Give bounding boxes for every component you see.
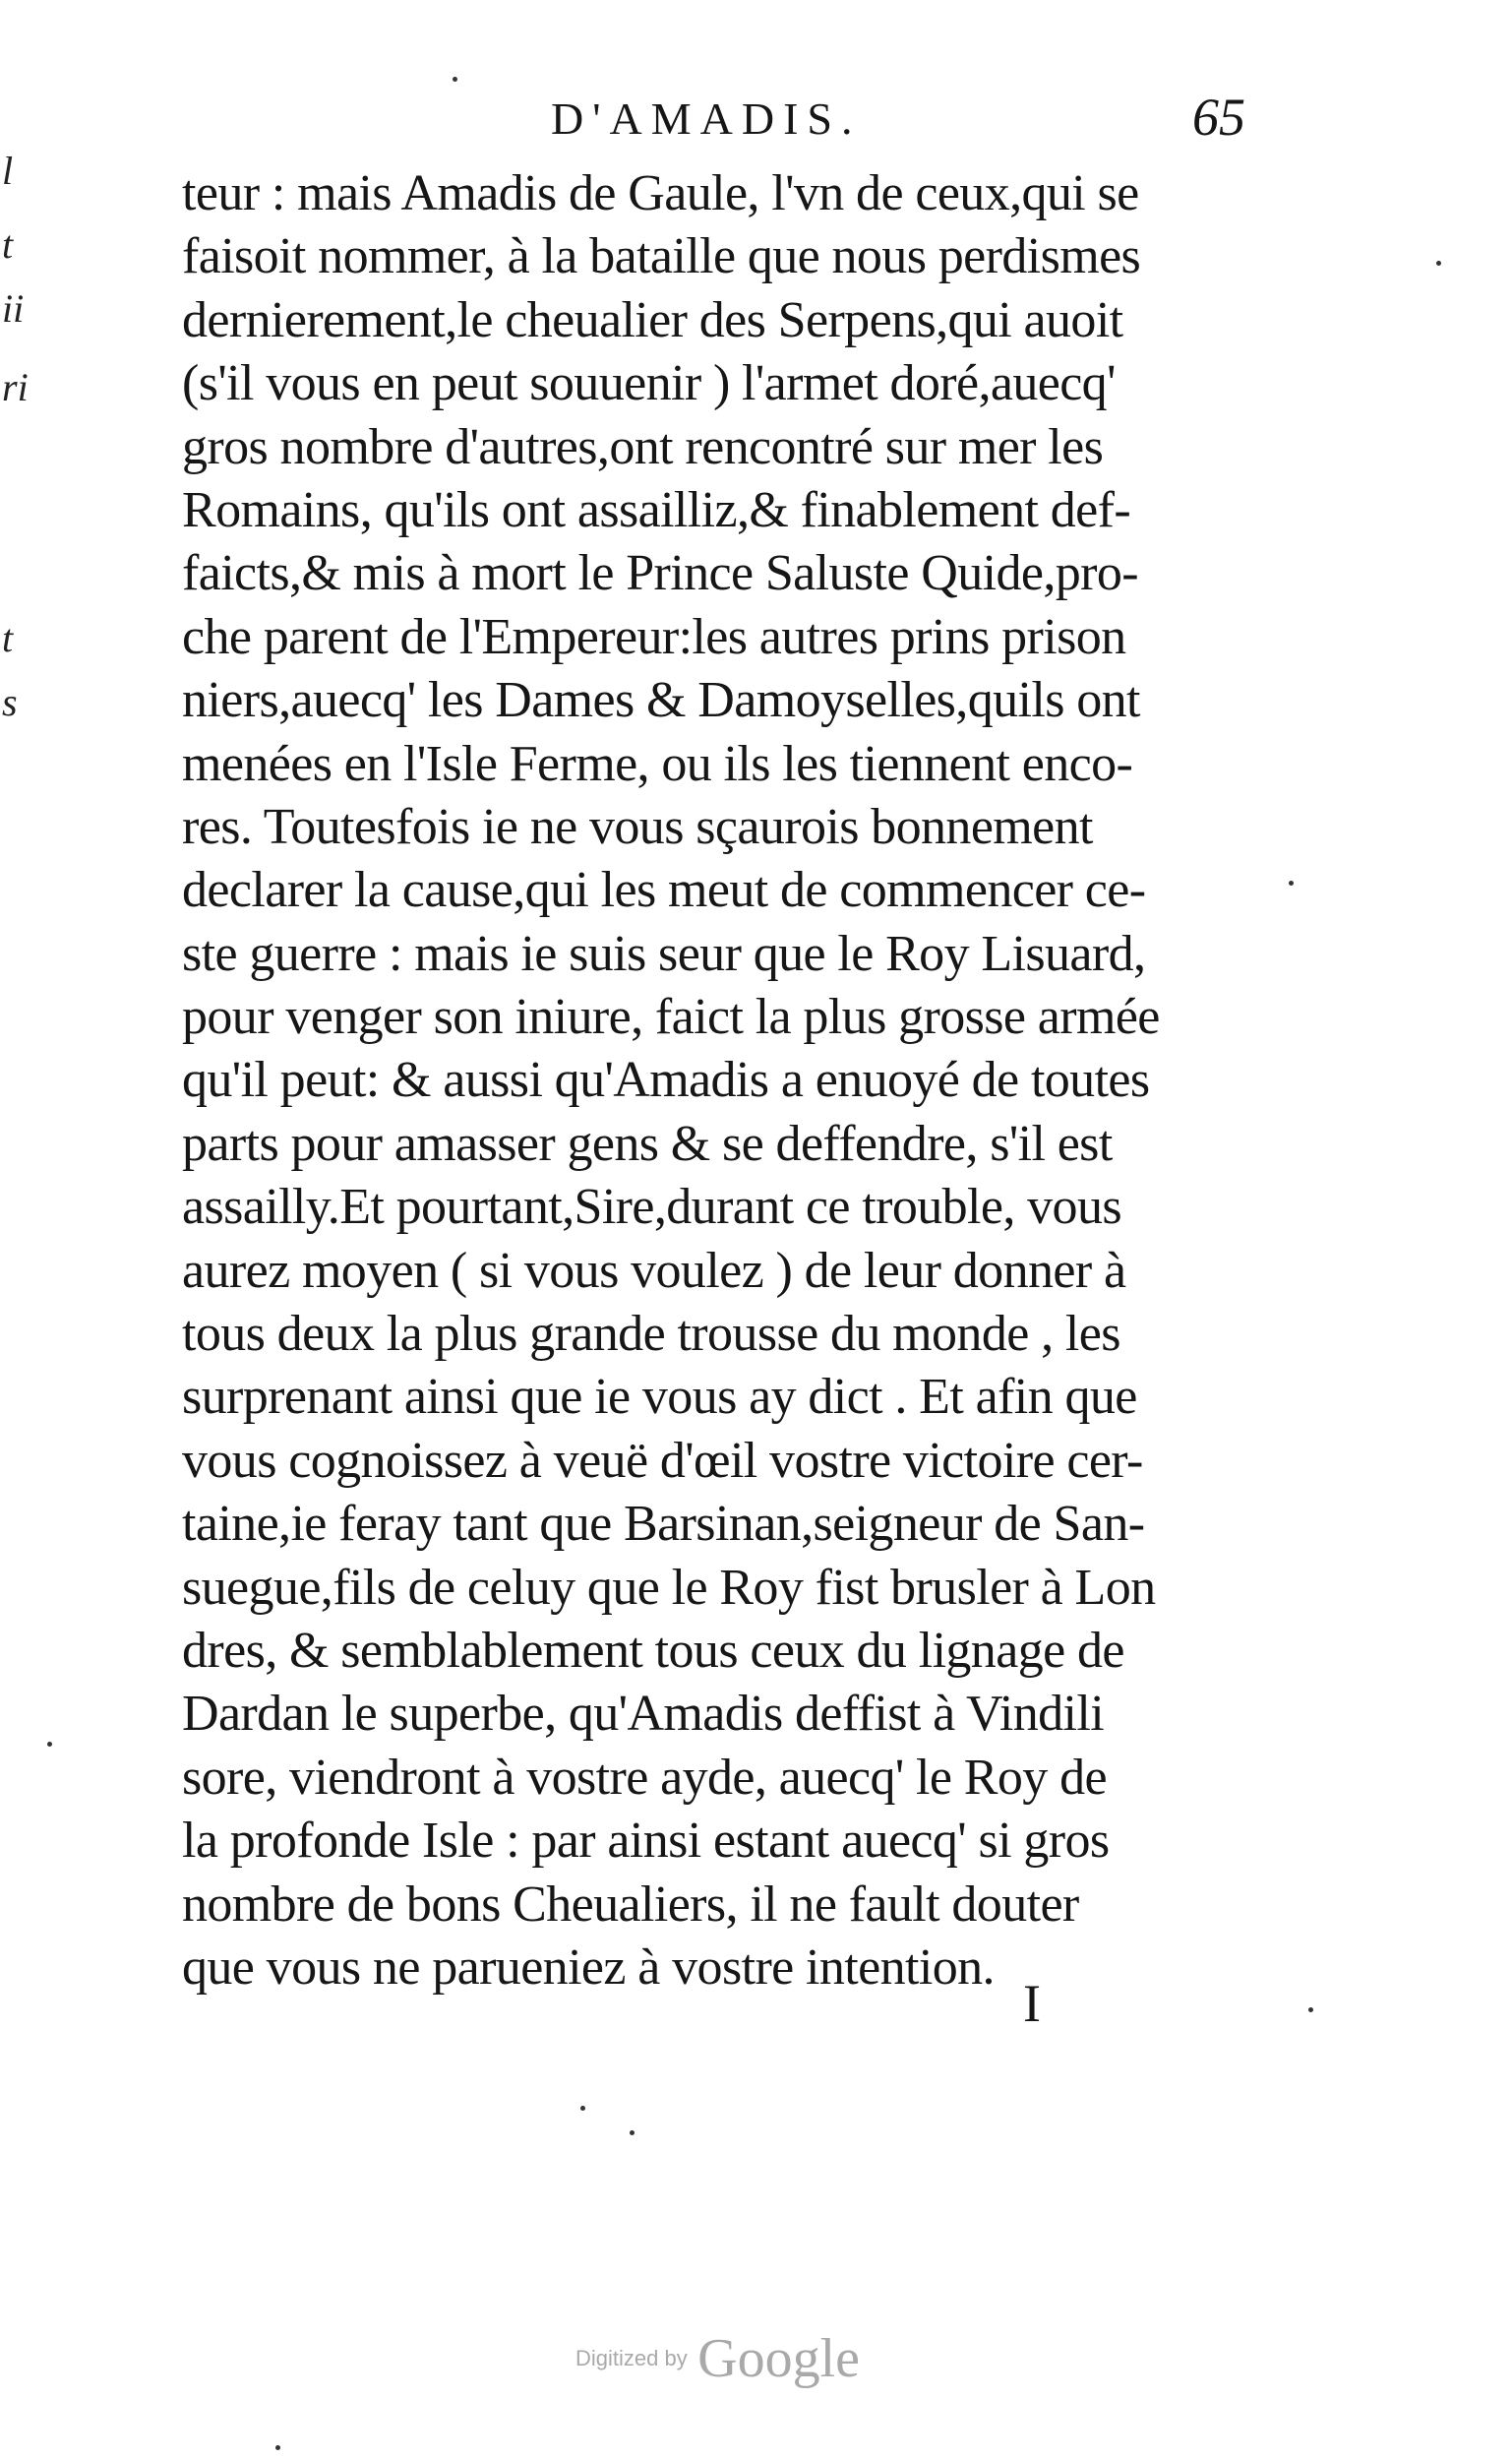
text-line: Dardan le superbe, qu'Amadis deffist à Vindili xyxy=(182,1686,1105,1743)
text-line: gros nombre d'autres,ont rencontré sur mer les xyxy=(182,418,1104,475)
digitized-watermark xyxy=(575,2327,860,2390)
text-line: assailly.Et pourtant,Sire,durant ce trouble, vous xyxy=(182,1179,1121,1236)
text-line: que vous ne paruеniez à vostre intention. xyxy=(182,1938,995,1996)
signature-mark: I xyxy=(1023,1974,1041,2033)
text-line: parts pour amasser gens & se deffendre, s'il est xyxy=(182,1115,1113,1172)
gutter-mark: t xyxy=(2,222,14,267)
text-line: (s'il vous en peut souuenir ) l'armet doré,auecq' xyxy=(182,355,1116,412)
text-line: Romains, qu'ils ont assailliz,& finablement def- xyxy=(182,481,1131,538)
print-speck xyxy=(453,77,457,82)
body-text xyxy=(182,162,1284,1999)
running-title: D'AMADIS. xyxy=(551,93,862,144)
text-line: taine,ie feray tant que Barsinan,seigneur de San- xyxy=(182,1496,1145,1553)
gutter-mark: t xyxy=(2,616,14,660)
watermark-prefix: Digitized by xyxy=(575,2346,688,2370)
print-speck xyxy=(1308,2007,1313,2012)
print-speck xyxy=(47,1742,52,1747)
text-line: qu'il peut: & aussi qu'Amadis a enuoyé de toutes xyxy=(182,1052,1150,1109)
text-line: dernierement,le cheualier des Serpens,qui auoit xyxy=(182,291,1123,348)
gutter-mark: ri xyxy=(2,365,29,409)
text-line: tous deux la plus grande trousse du monde , les xyxy=(182,1306,1120,1363)
text-line: faicts,& mis à mort le Prince Saluste Quide,pro- xyxy=(182,545,1138,602)
text-line: ste guerre : mais ie suis seur que le Roy Lisuard, xyxy=(182,925,1146,982)
text-line: res. Toutesfois ie ne vous sçaurois bonnement xyxy=(182,798,1093,855)
text-line: menées en l'Isle Ferme, ou ils les tiennent enco- xyxy=(182,735,1133,792)
text-line: faisoit nommer, à la bataille que nous perdismes xyxy=(182,228,1141,285)
text-line: pour venger son iniure, faict la plus grosse armée xyxy=(182,989,1160,1046)
text-line: dres, & semblablement tous ceux du lignage de xyxy=(182,1622,1124,1679)
print-speck xyxy=(1289,881,1294,886)
print-speck xyxy=(275,2445,280,2450)
gutter-mark: ii xyxy=(2,286,25,331)
print-speck xyxy=(630,2130,635,2135)
gutter-mark: l xyxy=(2,149,14,193)
text-line: nombre de bons Cheualiers, il ne fault douter xyxy=(182,1876,1079,1933)
text-line: che parent de l'Empereur:les autres prins prison xyxy=(182,608,1126,665)
text-line: teur : mais Amadis de Gaule, l'vn de ceux,qui se xyxy=(182,165,1139,221)
page-header xyxy=(531,87,1318,155)
google-logo: Google xyxy=(697,2328,861,2389)
text-line: vous cognoissez à veuë d'œil vostre victoire cer- xyxy=(182,1432,1143,1489)
text-line: sore, viendront à vostre ayde, auecq' le Roy de xyxy=(182,1749,1107,1806)
text-line: la profonde Isle : par ainsi estant auecq' si gros xyxy=(182,1813,1110,1870)
text-line: niers,auecq' les Dames & Damoyselles,quils ont xyxy=(182,672,1140,729)
print-speck xyxy=(580,2106,585,2111)
text-line: aurez moyen ( si vous voulez ) de leur donner à xyxy=(182,1242,1126,1299)
print-speck xyxy=(1436,261,1441,266)
text-line: surprenant ainsi que ie vous ay dict . Et afin que xyxy=(182,1369,1137,1426)
gutter-mark: s xyxy=(2,680,18,724)
text-line: declarer la cause,qui les meut de commencer ce- xyxy=(182,862,1146,919)
text-line: suegue,fils de celuy que le Roy fist brusler à Lon xyxy=(182,1559,1156,1616)
page-number: 65 xyxy=(1192,88,1245,147)
